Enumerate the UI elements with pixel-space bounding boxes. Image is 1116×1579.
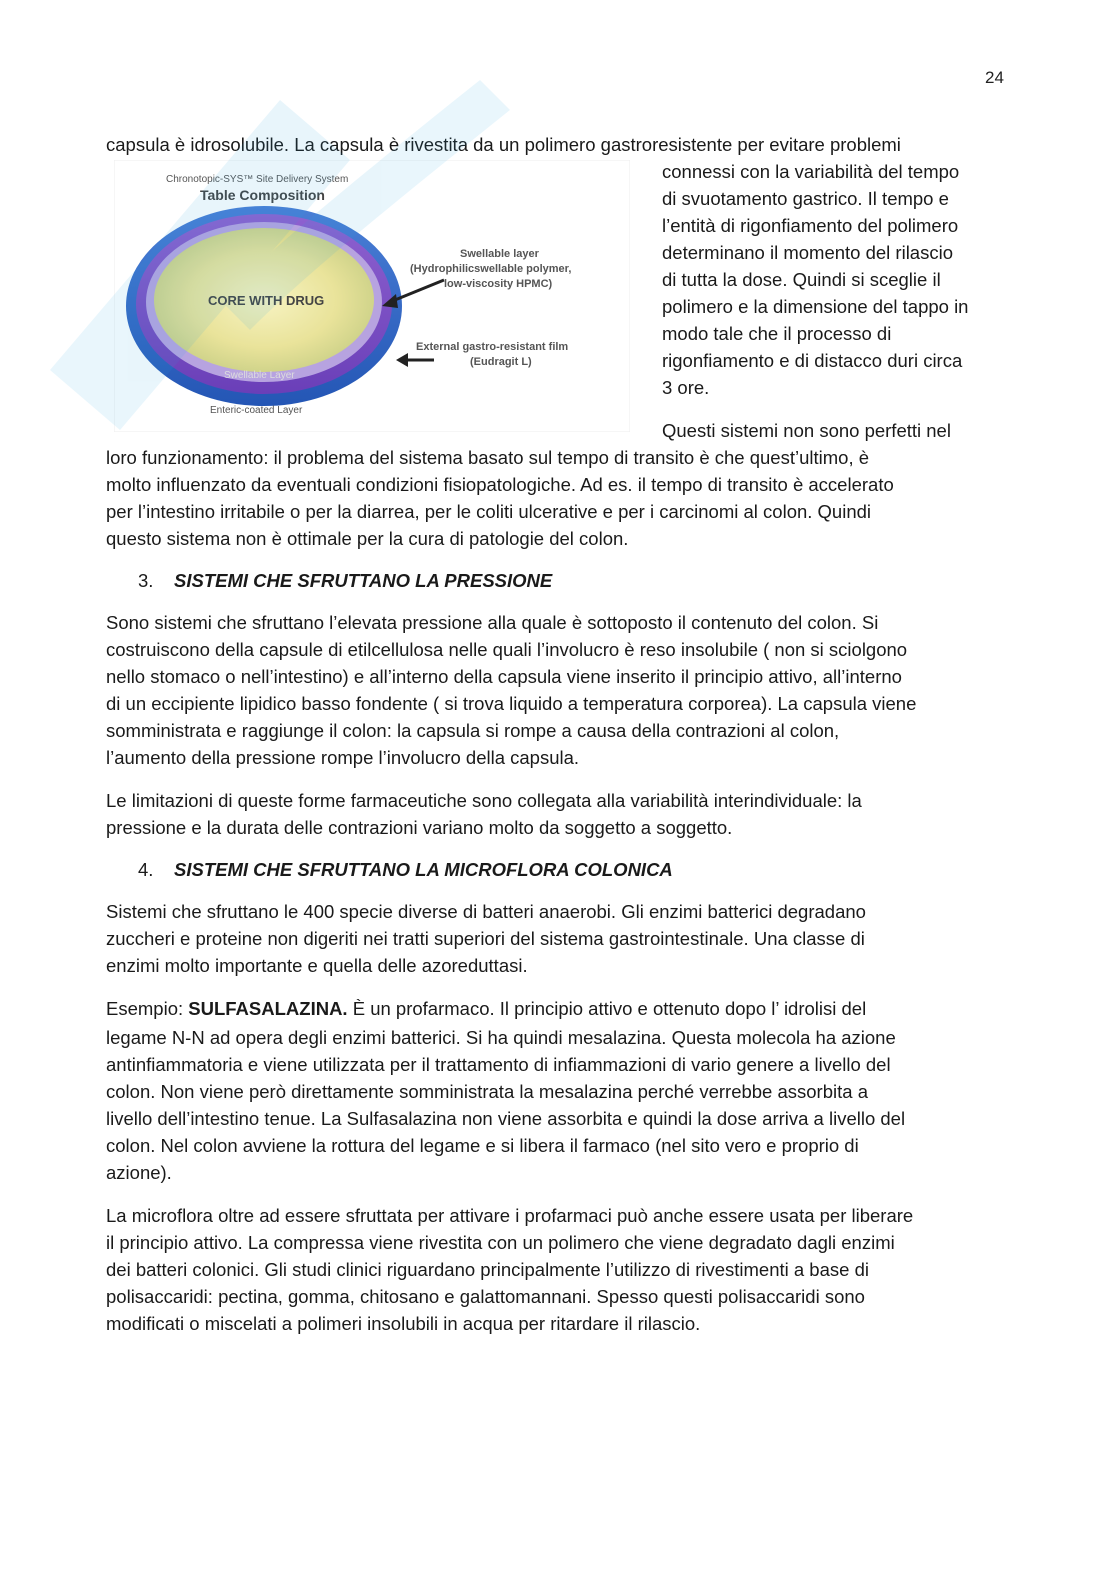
page-number: 24 xyxy=(985,68,1004,87)
limits-first-line: Questi sistemi non sono perfetti nel xyxy=(662,420,951,441)
intro-right-line: di svuotamento gastrico. Il tempo e xyxy=(662,188,949,209)
body-line: questo sistema non è ottimale per la cura di patologie del colon. xyxy=(106,528,629,549)
intro-right-line: l’entità di rigonfiamento del polimero xyxy=(662,215,959,236)
swellable-label-2: (Hydrophilicswellable polymer, xyxy=(410,263,572,275)
example-rest: È un profarmaco. Il principio attivo e ottenuto dopo l’ idrolisi del xyxy=(347,998,867,1019)
body-line: colon. Nel colon avviene la rottura del legame e si libera il farmaco (nel sito vero e proprio di xyxy=(106,1135,859,1156)
body-line: zuccheri e proteine non digeriti nei tratti superiori del sistema gastrointestinale. Una classe di xyxy=(106,928,865,949)
body-line: Sono sistemi che sfruttano l’elevata pressione alla quale è sottoposto il contenuto del colon. Si xyxy=(106,612,879,633)
intro-right-line: polimero e la dimensione del tappo in xyxy=(662,296,969,317)
intro-right-line: connessi con la variabilità del tempo xyxy=(662,161,960,182)
swellable-label-3: low-viscosity HPMC) xyxy=(444,278,553,290)
intro-right-line: determinano il momento del rilascio xyxy=(662,242,953,263)
swellable-ring-label: Swellable Layer xyxy=(224,370,295,381)
body-line: per l’intestino irritabile o per la diarrea, per le coliti ulcerative e per i carcinomi al colon. Quindi xyxy=(106,501,872,522)
body-line: Le limitazioni di queste forme farmaceutiche sono collegata alla variabilità interindividuale: la xyxy=(106,790,862,811)
body-line: modificati o miscelati a polimeri insolubili in acqua per ritardare il rilascio. xyxy=(106,1313,701,1334)
tablet-diagram xyxy=(114,160,630,432)
intro-right-line: rigonfiamento e di distacco duri circa xyxy=(662,350,963,371)
tablet-composition-figure xyxy=(114,160,630,432)
example-prefix: Esempio: xyxy=(106,998,189,1019)
body-line: antinfiammatoria e viene utilizzata per il trattamento di infiammazioni di vario genere a livello del xyxy=(106,1054,891,1075)
body-line: costruiscono della capsule di etilcellulosa nelle quali l’involucro è reso insolubile ( non si sciolgono xyxy=(106,639,908,660)
body-line: azione). xyxy=(106,1162,172,1183)
core-label: CORE WITH DRUG xyxy=(208,293,325,308)
figure-system-title: Chronotopic-SYS™ Site Delivery System xyxy=(166,174,349,185)
section-number: 4. xyxy=(138,859,154,880)
swellable-label-1: Swellable layer xyxy=(460,248,539,260)
section-title: SISTEMI CHE SFRUTTANO LA PRESSIONE xyxy=(174,570,553,591)
figure-title: Table Composition xyxy=(200,187,325,203)
body-line: La microflora oltre ad essere sfruttata per attivare i profarmaci può anche essere usata per liberare xyxy=(106,1205,914,1226)
intro-right-line: modo tale che il processo di xyxy=(662,323,892,344)
body-line: somministrata e raggiunge il colon: la capsula si rompe a causa della contrazioni al colon, xyxy=(106,720,840,741)
body-line: pressione e la durata delle contrazioni variano molto da soggetto a soggetto. xyxy=(106,817,733,838)
body-line: nello stomaco o nell’intestino) e all’interno della capsula viene inserito il principio attivo, all’interno xyxy=(106,666,902,687)
external-label-2: (Eudragit L) xyxy=(470,356,532,368)
intro-right-line: 3 ore. xyxy=(662,377,710,398)
body-line: di un eccipiente lipidico basso fondente ( si trova liquido a temperatura corporea). La capsula viene xyxy=(106,693,917,714)
body-line: enzimi molto importante e quella delle azoreduttasi. xyxy=(106,955,528,976)
body-line: legame N-N ad opera degli enzimi batterici. Si ha quindi mesalazina. Questa molecola ha azione xyxy=(106,1027,896,1048)
body-line: molto influenzato da eventuali condizioni fisiopatologiche. Ad es. il tempo di transito è accelerato xyxy=(106,474,894,495)
intro-right-line: di tutta la dose. Quindi si sceglie il xyxy=(662,269,941,290)
body-line: loro funzionamento: il problema del sistema basato sul tempo di transito è che quest’ultimo, è xyxy=(106,447,870,468)
intro-line: capsula è idrosolubile. La capsula è rivestita da un polimero gastroresistente per evitare problemi xyxy=(106,134,901,155)
body-line: l’aumento della pressione rompe l’involucro della capsula. xyxy=(106,747,580,768)
body-line: il principio attivo. La compressa viene rivestita con un polimero che viene degradato dagli enzimi xyxy=(106,1232,895,1253)
body-line: polisaccaridi: pectina, gomma, chitosano e galattomannani. Spesso questi polisaccaridi sono xyxy=(106,1286,865,1307)
body-line: colon. Non viene però direttamente somministrata la mesalazina perché verrebbe assorbita a xyxy=(106,1081,868,1102)
body-line: livello dell’intestino tenue. La Sulfasalazina non viene assorbita e quindi la dose arriva a livello del xyxy=(106,1108,906,1129)
body-line: dei batteri colonici. Gli studi clinici riguardano principalmente l’utilizzo di rivestimenti a base di xyxy=(106,1259,869,1280)
enteric-label: Enteric-coated Layer xyxy=(210,405,303,416)
section-heading-3 xyxy=(138,570,552,592)
section-title: SISTEMI CHE SFRUTTANO LA MICROFLORA COLONICA xyxy=(174,859,673,880)
example-first-line xyxy=(106,998,866,1020)
section-number: 3. xyxy=(138,570,154,591)
external-label-1: External gastro-resistant film xyxy=(416,341,569,353)
body-line: Sistemi che sfruttano le 400 specie diverse di batteri anaerobi. Gli enzimi batterici degradano xyxy=(106,901,866,922)
section-heading-4 xyxy=(138,859,673,881)
drug-name: SULFASALAZINA. xyxy=(188,998,348,1019)
